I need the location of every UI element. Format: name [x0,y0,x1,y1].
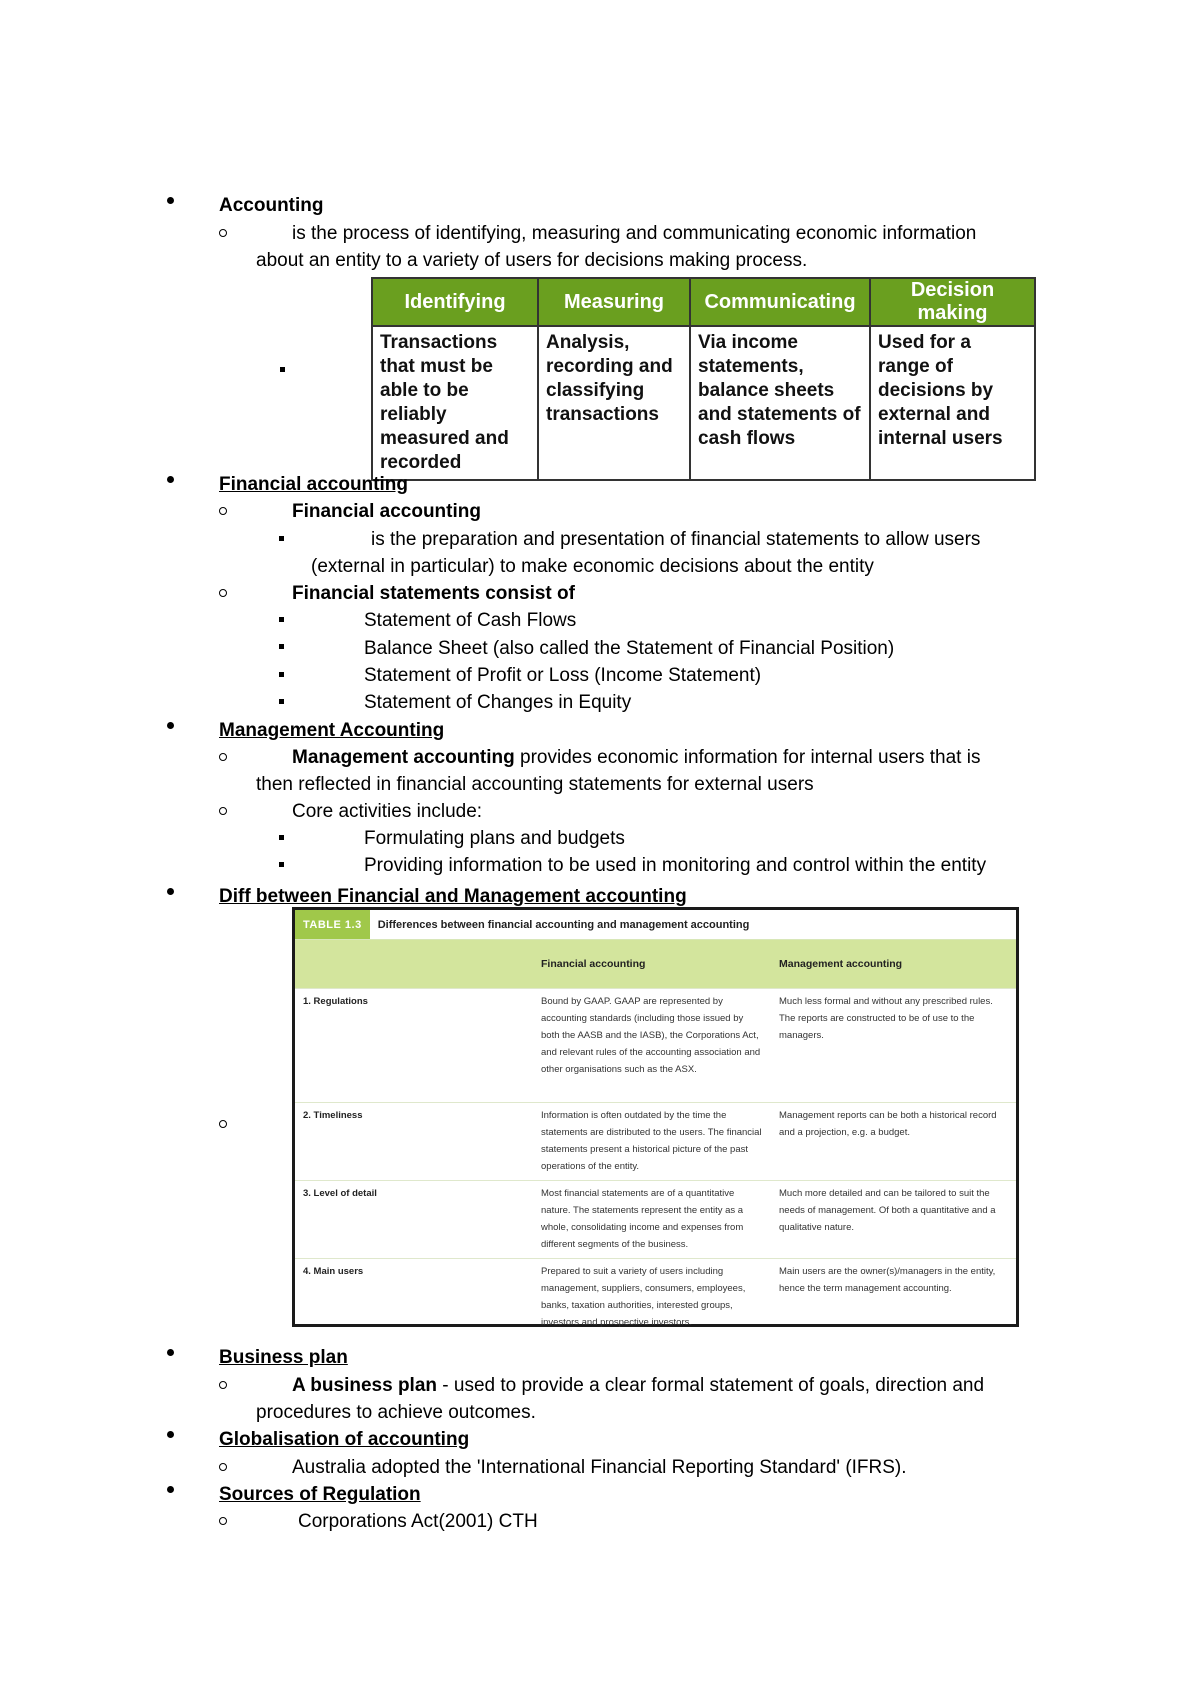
core-item: Providing information to be used in monitoring and control within the entity [364,855,987,876]
heading-management-accounting: Management Accounting [219,720,445,741]
core-item: Formulating plans and budgets [364,828,625,849]
table1-cell: Used for a range of decisions by external and internal users [870,326,1035,480]
table2-row-label: 4. Main users [303,1266,364,1277]
management-line2: then reflected in financial accounting statements for external users [256,774,814,795]
table2-cell: Much less formal and without any prescribed rules. The reports are constructed to be of use to the managers. [779,996,993,1041]
heading-accounting: Accounting [219,195,324,216]
table1-cell: Analysis, recording and classifying transactions [538,326,690,480]
table1-header: Decision making [870,278,1035,326]
sub-bullet [219,1120,227,1128]
sub-bullet [219,807,227,815]
heading-financial-accounting: Financial accounting [219,474,408,495]
table1-cell: Via income statements, balance sheets and statements of cash flows [690,326,870,480]
business-line1-bold: A business plan [292,1375,437,1396]
financial-subheading: Financial accounting [292,501,481,522]
square-bullet [279,862,284,867]
table2-title: Differences between financial accounting and management accounting [377,918,750,931]
sub-bullet [219,229,227,237]
heading-globalisation: Globalisation of accounting [219,1429,470,1450]
square-bullet [279,699,284,704]
statement-item: Statement of Cash Flows [364,610,577,631]
financial-def-line1: is the preparation and presentation of financial statements to allow users [371,529,981,550]
bullet [167,476,174,483]
square-bullet [279,644,284,649]
square-bullet [279,672,284,677]
statement-item: Statement of Changes in Equity [364,692,632,713]
heading-diff: Diff between Financial and Management accounting [219,886,687,907]
management-line1-rest: provides economic information for internal users that is [514,747,981,768]
core-activities-heading: Core activities include: [292,801,483,822]
sub-bullet [219,1517,227,1525]
business-line1 [292,1373,984,1398]
table2-col-financial: Financial accounting [533,940,771,989]
accounting-process-table [371,277,1036,481]
heading-sources-of-regulation: Sources of Regulation [219,1484,421,1505]
bullet [167,1431,174,1438]
bullet [167,722,174,729]
differences-table-image [292,907,1019,1327]
table2-col-blank [295,940,533,989]
table1-cell: Transactions that must be able to be reliably measured and recorded [372,326,538,480]
regulation-line1: Corporations Act(2001) CTH [298,1511,538,1532]
globalisation-line1: Australia adopted the 'International Financial Reporting Standard' (IFRS). [292,1457,907,1478]
table1-header: Communicating [690,278,870,326]
business-line2: procedures to achieve outcomes. [256,1402,536,1423]
sub-bullet [219,589,227,597]
table2-cell: Prepared to suit a variety of users including management, suppliers, consumers, employees, banks, taxation authorities, interested groups, investors and prospective investors. [541,1266,746,1328]
sub-bullet [219,1463,227,1471]
statement-item: Statement of Profit or Loss (Income Statement) [364,665,762,686]
business-line1-rest: - used to provide a clear formal statement of goals, direction and [437,1375,985,1396]
table1-header: Identifying [372,278,538,326]
financial-statements-heading: Financial statements consist of [292,583,575,604]
table2-header-bar [295,910,1016,940]
management-line1-bold: Management accounting [292,747,515,768]
table1-header: Measuring [538,278,690,326]
square-bullet [279,835,284,840]
table2-tag: TABLE 1.3 [295,910,370,939]
table2-cell: Bound by GAAP. GAAP are represented by accounting standards (including those issued by both the AASB and the IASB), the Corporations Act, and relevant rules of the accounting association and other organisations such as the ASX. [541,996,761,1075]
table2-cell: Main users are the owner(s)/managers in the entity, hence the term management accounting. [779,1266,996,1294]
table2-col-management: Management accounting [771,940,1016,989]
square-bullet [279,536,284,541]
table2-row-label: 1. Regulations [303,996,368,1007]
table2-row-label: 3. Level of detail [303,1188,377,1199]
accounting-def-line1: is the process of identifying, measuring and communicating economic information [292,223,977,244]
table2 [295,940,1016,1335]
sub-bullet [219,1381,227,1389]
table2-cell: Management reports can be both a historical record and a projection, e.g. a budget. [779,1110,997,1138]
management-line1 [292,745,980,770]
bullet [167,888,174,895]
sub-bullet [219,507,227,515]
square-bullet [279,617,284,622]
table2-cell: Information is often outdated by the time the statements are distributed to the users. The financial statements present a historical picture of the past operations of the entity. [541,1110,762,1172]
square-bullet [280,367,285,372]
heading-business-plan: Business plan [219,1347,348,1368]
bullet [167,1486,174,1493]
accounting-def-line2: about an entity to a variety of users for decisions making process. [256,250,808,271]
table2-row-label: 2. Timeliness [303,1110,363,1121]
table2-cell: Much more detailed and can be tailored to suit the needs of management. Of both a quantitative and a qualitative nature. [779,1188,996,1233]
financial-def-line2: (external in particular) to make economic decisions about the entity [311,556,874,577]
sub-bullet [219,753,227,761]
table2-cell: Most financial statements are of a quantitative nature. The statements represent the entity as a whole, consolidating income and expenses from different segments of the business. [541,1188,744,1250]
statement-item: Balance Sheet (also called the Statement of Financial Position) [364,638,895,659]
bullet [167,197,174,204]
bullet [167,1349,174,1356]
